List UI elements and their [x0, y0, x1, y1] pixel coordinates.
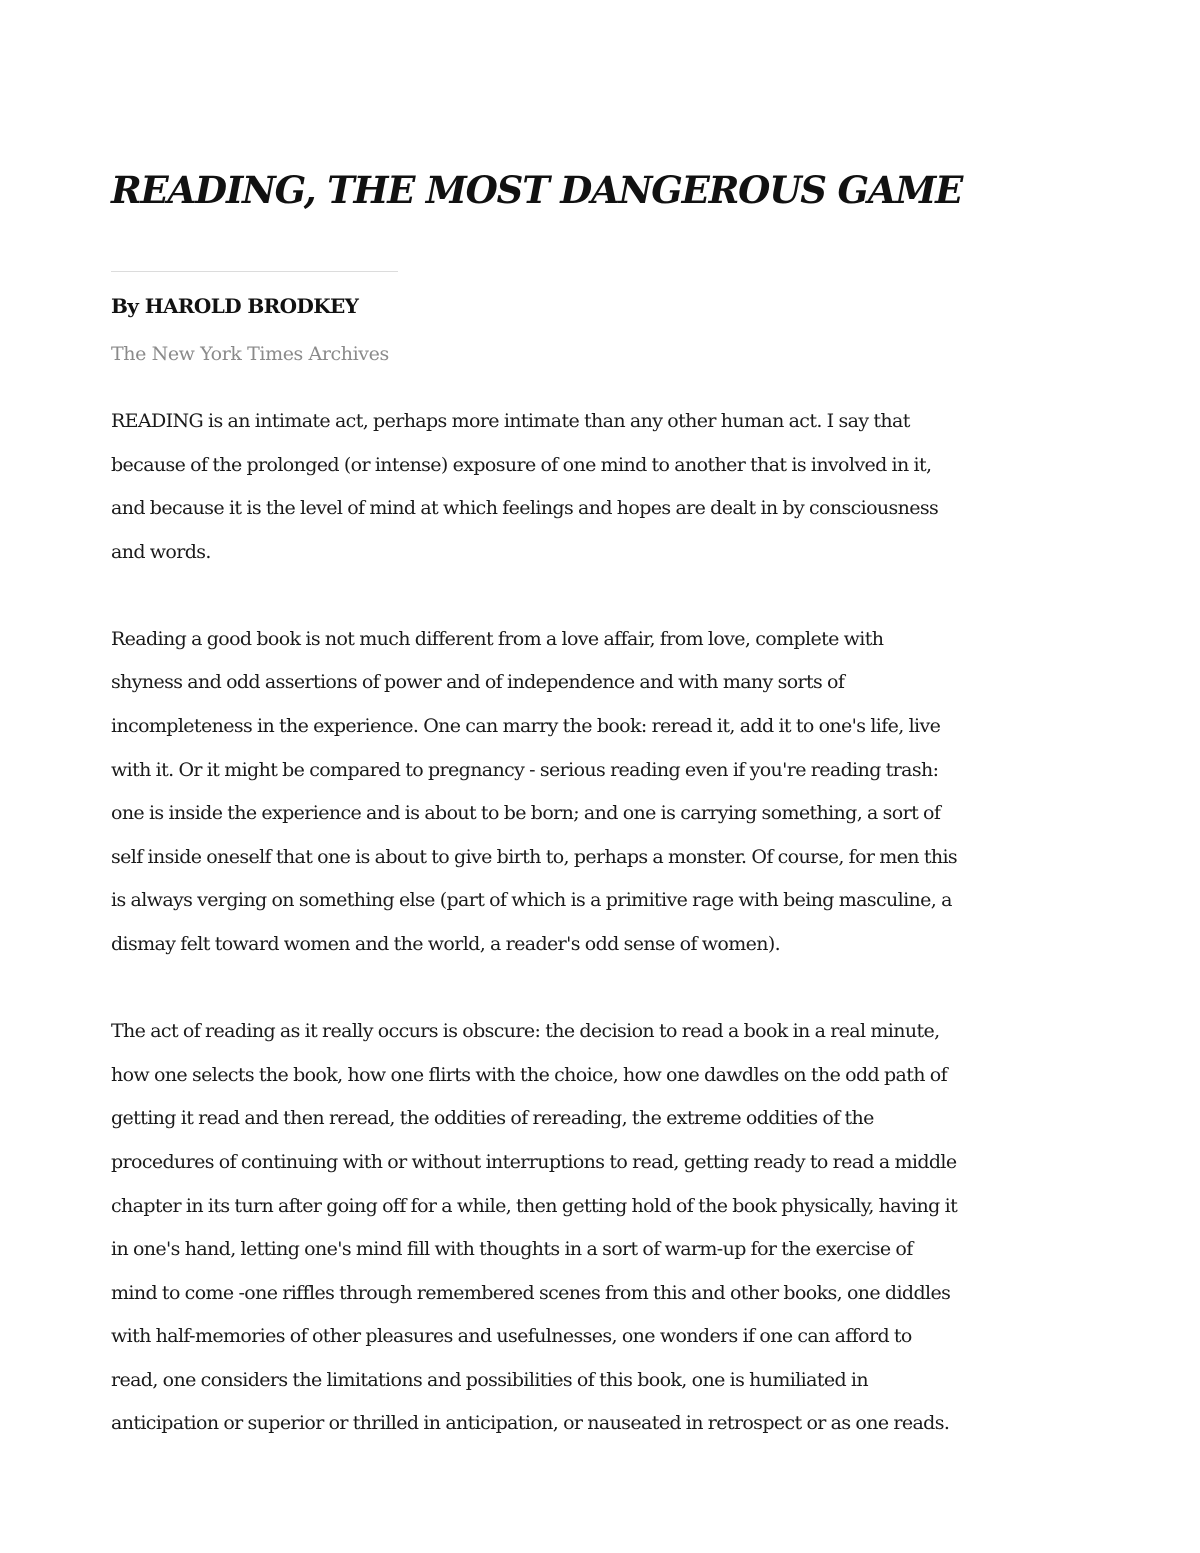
article-byline: By HAROLD BRODKEY: [111, 294, 359, 318]
text-line: with half-memories of other pleasures and usefulnesses, one wonders if one can afford to: [111, 1325, 912, 1348]
text-line: The act of reading as it really occurs is obscure: the decision to read a book in a real minute,: [111, 1020, 940, 1043]
text-line: dismay felt toward women and the world, a reader's odd sense of women).: [111, 933, 781, 956]
text-line: shyness and odd assertions of power and of independence and with many sorts of: [111, 671, 845, 694]
text-line: Reading a good book is not much different from a love affair, from love, complete with: [111, 627, 884, 650]
text-line: with it. Or it might be compared to pregnancy - serious reading even if you're reading trash:: [111, 758, 939, 781]
paragraph-1: [111, 400, 1096, 574]
paragraph-2: [111, 618, 1096, 967]
text-line: procedures of continuing with or without interruptions to read, getting ready to read a middle: [111, 1150, 957, 1173]
text-line: one is inside the experience and is about to be born; and one is carrying something, a sort of: [111, 802, 941, 825]
text-line: chapter in its turn after going off for a while, then getting hold of the book physically, having it: [111, 1194, 958, 1217]
text-line: in one's hand, letting one's mind fill with thoughts in a sort of warm-up for the exercise of: [111, 1238, 913, 1261]
article-source: The New York Times Archives: [111, 343, 389, 365]
paragraph-3: [111, 1010, 1096, 1446]
text-line: is always verging on something else (part of which is a primitive rage with being masculine, a: [111, 889, 952, 912]
text-line: and because it is the level of mind at which feelings and hopes are dealt in by consciousness: [111, 497, 939, 520]
text-line: anticipation or superior or thrilled in anticipation, or nauseated in retrospect or as one reads.: [111, 1412, 950, 1435]
text-line: and words.: [111, 540, 211, 563]
text-line: READING is an intimate act, perhaps more intimate than any other human act. I say that: [111, 410, 910, 432]
text-line: mind to come -one riffles through remembered scenes from this and other books, one diddles: [111, 1281, 951, 1304]
article-title: READING, THE MOST DANGEROUS GAME: [111, 168, 963, 212]
text-line: read, one considers the limitations and possibilities of this book, one is humiliated in: [111, 1368, 868, 1391]
text-line: self inside oneself that one is about to give birth to, perhaps a monster. Of course, for men this: [111, 845, 958, 868]
byline-divider: [111, 271, 398, 272]
text-line: because of the prolonged (or intense) exposure of one mind to another that is involved in it,: [111, 453, 932, 476]
text-line: getting it read and then reread, the oddities of rereading, the extreme oddities of the: [111, 1107, 874, 1130]
article-body: [111, 400, 1096, 1490]
text-line: incompleteness in the experience. One can marry the book: reread it, add it to one's life, live: [111, 715, 941, 738]
text-line: how one selects the book, how one flirts with the choice, how one dawdles on the odd path of: [111, 1063, 947, 1086]
